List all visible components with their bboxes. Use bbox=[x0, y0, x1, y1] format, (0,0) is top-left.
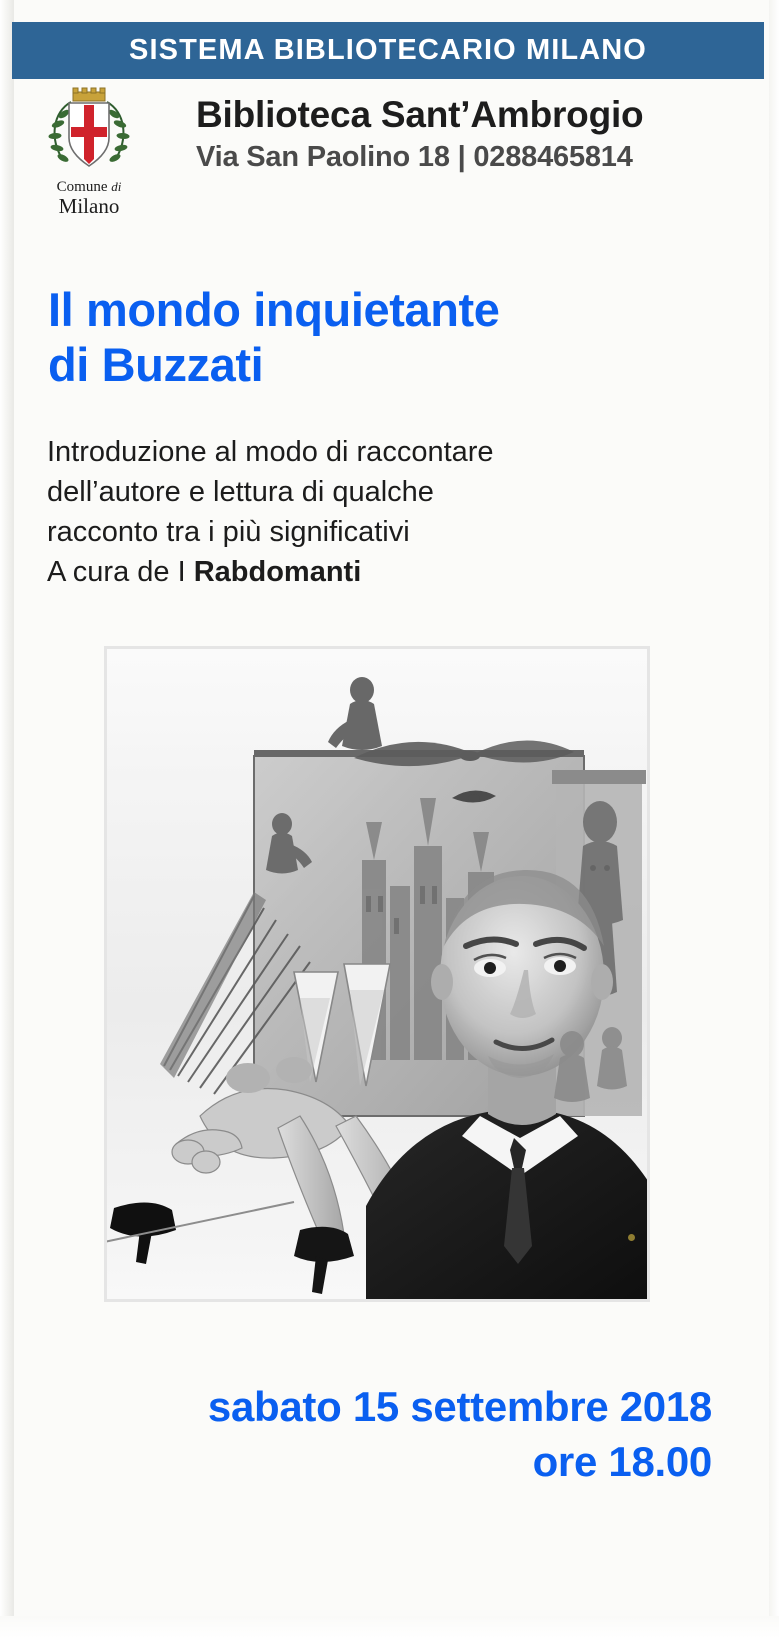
event-date: sabato 15 settembre 2018 bbox=[207, 1383, 712, 1430]
library-system-title: SISTEMA BIBLIOTECARIO MILANO bbox=[129, 34, 647, 66]
event-curator-line bbox=[47, 552, 727, 592]
crest-caption-line2: Milano bbox=[58, 193, 120, 218]
event-description bbox=[47, 432, 727, 592]
library-identity bbox=[196, 96, 756, 174]
event-description-line-1: Introduzione al modo di raccontare bbox=[47, 436, 494, 468]
comune-di-milano-coat-of-arms-icon bbox=[37, 86, 141, 178]
event-description-line-3: racconto tra i più significativi bbox=[47, 516, 410, 549]
event-title-line-1: Il mondo inquietante bbox=[48, 283, 500, 336]
scan-edge-bottom bbox=[0, 1616, 779, 1638]
crest-caption bbox=[24, 180, 154, 217]
curator-name: Rabdomanti bbox=[193, 556, 362, 589]
event-title bbox=[48, 282, 708, 393]
event-title-line-2: di Buzzati bbox=[48, 338, 264, 392]
crest-block bbox=[24, 86, 154, 217]
scan-speck bbox=[628, 1234, 635, 1241]
library-name: Biblioteca Sant’Ambrogio bbox=[196, 94, 644, 135]
header-band bbox=[12, 22, 764, 79]
event-description-line-2: dell’autore e lettura di qualche bbox=[47, 476, 434, 509]
event-time: ore 18.00 bbox=[532, 1438, 712, 1486]
artwork-image bbox=[104, 646, 650, 1302]
curator-prefix: A cura de I bbox=[47, 556, 194, 589]
scan-edge-right bbox=[769, 0, 779, 1638]
scan-edge-left bbox=[0, 0, 14, 1638]
event-datetime bbox=[40, 1384, 712, 1489]
library-address: Via San Paolino 18 | 0288465814 bbox=[196, 140, 633, 173]
crest-caption-line1: Comune di bbox=[56, 179, 122, 195]
